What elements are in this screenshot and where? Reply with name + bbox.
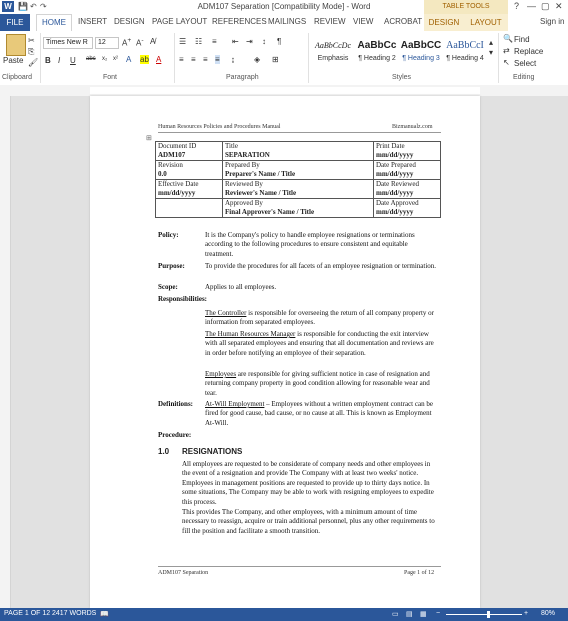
table-cell[interactable] [156, 199, 223, 218]
undo-icon[interactable]: ↶ [30, 2, 37, 11]
find-button[interactable]: Find [514, 35, 530, 44]
definition-at-will: At-Will Employment – Employees without a written employment contract can be fired for good cause, bad cause, or no cause at all. This is known as Employment At-Will. [205, 400, 433, 427]
sign-in-link[interactable]: Sign in [540, 17, 565, 26]
table-cell[interactable]: Reviewed By Reviewer's Name / Title [223, 180, 374, 199]
tab-table-design[interactable]: DESIGN [424, 14, 464, 31]
style-name: Emphasis [317, 55, 349, 62]
style-preview: AaBbCc [357, 40, 397, 51]
multilevel-list-icon[interactable]: ≡ [212, 37, 217, 46]
policy-text: It is the Company's policy to handle employee resignations or terminations according to the following procedures to ensure consistent and equitable treatment. [205, 231, 415, 258]
footer-rule [158, 566, 441, 567]
definitions-label: Definitions: [158, 400, 193, 408]
table-row [156, 142, 441, 161]
editing-group-label: Editing [513, 74, 535, 81]
clipboard-group-label: Clipboard [2, 74, 32, 81]
style-heading-2[interactable] [356, 37, 398, 67]
policy-label: Policy: [158, 231, 179, 239]
divider [308, 33, 309, 83]
header-rule [158, 132, 441, 133]
table-cell[interactable]: Date Prepared mm/dd/yyyy [374, 161, 441, 180]
vertical-ruler[interactable] [0, 96, 11, 608]
paragraph-group-label: Paragraph [226, 74, 259, 81]
section-paragraph-1: All employees are requested to be considerate of company needs and other employees in the event of a resignation and provide The Company with at least two weeks' notice. Employees in management positions are requested to provide up to thirty days notice. In some situations, The Company may be able to work with resigning employees to expedite this process. [182, 460, 434, 506]
grow-font-icon[interactable]: A+ [122, 37, 132, 48]
style-heading-3[interactable] [400, 37, 442, 67]
clear-format-icon[interactable]: A̸ [150, 37, 156, 46]
borders-icon[interactable]: ⊞ [272, 55, 279, 64]
status-bar [0, 608, 568, 621]
word-count[interactable]: 2417 WORDS [52, 610, 97, 617]
scope-label: Scope: [158, 283, 178, 291]
style-heading-4[interactable] [444, 37, 486, 67]
zoom-out-button[interactable]: − [436, 610, 441, 617]
text-effects-icon[interactable]: A [126, 55, 132, 64]
redo-icon[interactable]: ↷ [40, 2, 47, 11]
page-count[interactable]: PAGE 1 OF 12 [4, 610, 51, 617]
bold-button[interactable]: B [45, 56, 51, 65]
table-cell[interactable]: Revision 0.0 [156, 161, 223, 180]
font-name-select[interactable]: Times New R [43, 37, 93, 49]
table-cell[interactable]: Date Approved mm/dd/yyyy [374, 199, 441, 218]
paste-button[interactable]: Paste [3, 56, 24, 65]
tab-view[interactable]: VIEW [353, 17, 374, 26]
select-button[interactable]: Select [514, 59, 537, 68]
table-cell[interactable]: Prepared By Preparer's Name / Title [223, 161, 374, 180]
tab-home[interactable]: HOME [36, 14, 72, 32]
replace-button[interactable]: Replace [514, 47, 544, 56]
underline-button[interactable]: U [70, 56, 76, 65]
zoom-slider[interactable] [446, 614, 522, 615]
superscript-button[interactable]: x² [113, 56, 118, 62]
replace-icon[interactable]: ⇄ [503, 46, 510, 55]
window-title: ADM107 Separation [Compatibility Mode] - Word [197, 2, 371, 11]
decrease-indent-icon[interactable]: ⇤ [232, 37, 239, 46]
ruler-text-area [90, 87, 480, 94]
style-emphasis[interactable] [312, 37, 354, 67]
highlight-icon[interactable]: ab [140, 55, 149, 64]
purpose-text: To provide the procedures for all facets of an employee resignation or termination. [205, 262, 437, 270]
italic-button[interactable]: I [58, 56, 61, 65]
style-preview: AaBbCcDc [315, 41, 351, 50]
web-layout-icon[interactable]: ▦ [420, 611, 427, 618]
close-button[interactable]: ✕ [555, 1, 563, 11]
table-cell[interactable]: Print Date mm/dd/yyyy [374, 142, 441, 161]
font-size-select[interactable]: 12 [95, 37, 119, 49]
strikethrough-button[interactable]: abc [86, 56, 96, 62]
section-paragraph-2: This provides The Company, and other employees, with a minimum amount of time necessary to reassign, acquire or train additional personnel, plus any other requirements to fill the position and facilitate a smooth transition. [182, 508, 435, 535]
font-color-icon[interactable]: A [156, 55, 162, 64]
save-icon[interactable]: 💾 [18, 2, 28, 11]
select-icon[interactable]: ↖ [503, 58, 510, 67]
purpose-label: Purpose: [158, 262, 185, 270]
section-title: RESIGNATIONS [182, 447, 243, 456]
style-preview: AaBbCC [400, 40, 442, 51]
table-row [156, 199, 441, 218]
subscript-button[interactable]: x₂ [102, 56, 108, 62]
word-app-icon: W [2, 1, 14, 12]
cut-icon[interactable]: ✂ [28, 36, 35, 45]
divider [40, 33, 41, 83]
align-right-icon[interactable]: ≡ [203, 55, 208, 64]
justify-icon[interactable]: ≡ [215, 55, 220, 64]
table-row [156, 161, 441, 180]
scope-text: Applies to all employees. [205, 283, 277, 291]
proofing-icon[interactable]: 📖 [100, 611, 109, 618]
align-left-icon[interactable]: ≡ [179, 55, 184, 64]
bullets-icon[interactable]: ☰ [179, 37, 187, 46]
document-control-table [155, 141, 441, 218]
zoom-level[interactable]: 80% [541, 610, 556, 617]
responsibilities-label: Responsibilities: [158, 295, 208, 303]
tab-insert[interactable]: INSERT [78, 17, 108, 26]
print-layout-icon[interactable]: ▤ [406, 611, 413, 618]
table-cell[interactable]: Effective Date mm/dd/yyyy [156, 180, 223, 199]
find-icon[interactable]: 🔍 [503, 34, 513, 43]
table-cell[interactable]: Approved By Final Approver's Name / Title [223, 199, 374, 218]
show-formatting-icon[interactable]: ¶ [277, 37, 282, 46]
sort-icon[interactable]: ↕ [262, 37, 266, 46]
tab-design[interactable]: DESIGN [114, 17, 145, 26]
line-spacing-icon[interactable]: ↨ [231, 55, 235, 64]
table-move-handle-icon[interactable]: ⊞ [146, 135, 152, 142]
format-painter-icon[interactable]: 🖌 [28, 58, 39, 67]
zoom-in-button[interactable]: + [524, 610, 529, 617]
divider [498, 33, 499, 83]
style-name: ¶ Heading 2 [358, 55, 396, 62]
table-cell[interactable]: Title SEPARATION [223, 142, 374, 161]
responsibility-controller: The Controller is responsible for overseeing the return of all company property or information from separated employees. [205, 309, 434, 327]
responsibility-employees: Employees are responsible for giving sufficient notice in case of resignation and returning company property in good condition allowing for reasonable wear and tear. [205, 370, 430, 397]
style-name: ¶ Heading 3 [402, 55, 440, 62]
restore-button[interactable]: ▢ [541, 1, 550, 11]
paste-icon[interactable] [6, 34, 26, 56]
shrink-font-icon[interactable]: A- [136, 37, 144, 48]
styles-group-label: Styles [392, 74, 412, 81]
help-button[interactable]: ? [514, 1, 520, 11]
tab-page-layout[interactable]: PAGE LAYOUT [152, 17, 208, 26]
tab-acrobat[interactable]: ACROBAT [384, 17, 423, 26]
zoom-slider-thumb[interactable] [487, 611, 490, 618]
font-group-label: Font [103, 74, 118, 81]
style-preview: AaBbCcI [446, 40, 484, 51]
responsibility-hr-manager: The Human Resources Manager is responsible for conducting the exit interview with all separated employees and ensuring that all documentation and reviews are in order before notifying an employee of their separation. [205, 330, 434, 357]
copy-icon[interactable]: ⎘ [28, 47, 35, 56]
tab-mailings[interactable]: MAILINGS [268, 17, 307, 26]
tab-table-layout[interactable]: LAYOUT [464, 14, 508, 31]
table-row [156, 180, 441, 199]
table-tools-header: TABLE TOOLS [424, 0, 508, 14]
footer-left: ADM107 Separation [158, 570, 209, 576]
read-mode-icon[interactable]: ▭ [392, 611, 399, 618]
minimize-button[interactable]: — [527, 1, 536, 11]
styles-scroll-up-icon[interactable]: ▴ [489, 38, 494, 47]
style-name: ¶ Heading 4 [446, 55, 484, 62]
divider [174, 33, 175, 83]
tab-file[interactable]: FILE [0, 14, 30, 31]
header-left: Human Resources Policies and Procedures Manual [158, 124, 281, 130]
table-cell[interactable]: Document ID ADM107 [156, 142, 223, 161]
increase-indent-icon[interactable]: ⇥ [246, 37, 253, 46]
styles-scroll-down-icon[interactable]: ▾ [489, 48, 494, 57]
shading-icon[interactable]: ◈ [254, 55, 261, 64]
header-right: Bizmanualz.com [392, 124, 433, 130]
tab-references[interactable]: REFERENCES [212, 17, 267, 26]
procedure-label: Procedure: [158, 431, 192, 439]
align-center-icon[interactable]: ≡ [191, 55, 196, 64]
footer-right: Page 1 of 12 [404, 570, 435, 576]
numbering-icon[interactable]: ☷ [195, 37, 203, 46]
table-cell[interactable]: Date Reviewed mm/dd/yyyy [374, 180, 441, 199]
section-number: 1.0 [158, 447, 170, 456]
tab-review[interactable]: REVIEW [314, 17, 346, 26]
